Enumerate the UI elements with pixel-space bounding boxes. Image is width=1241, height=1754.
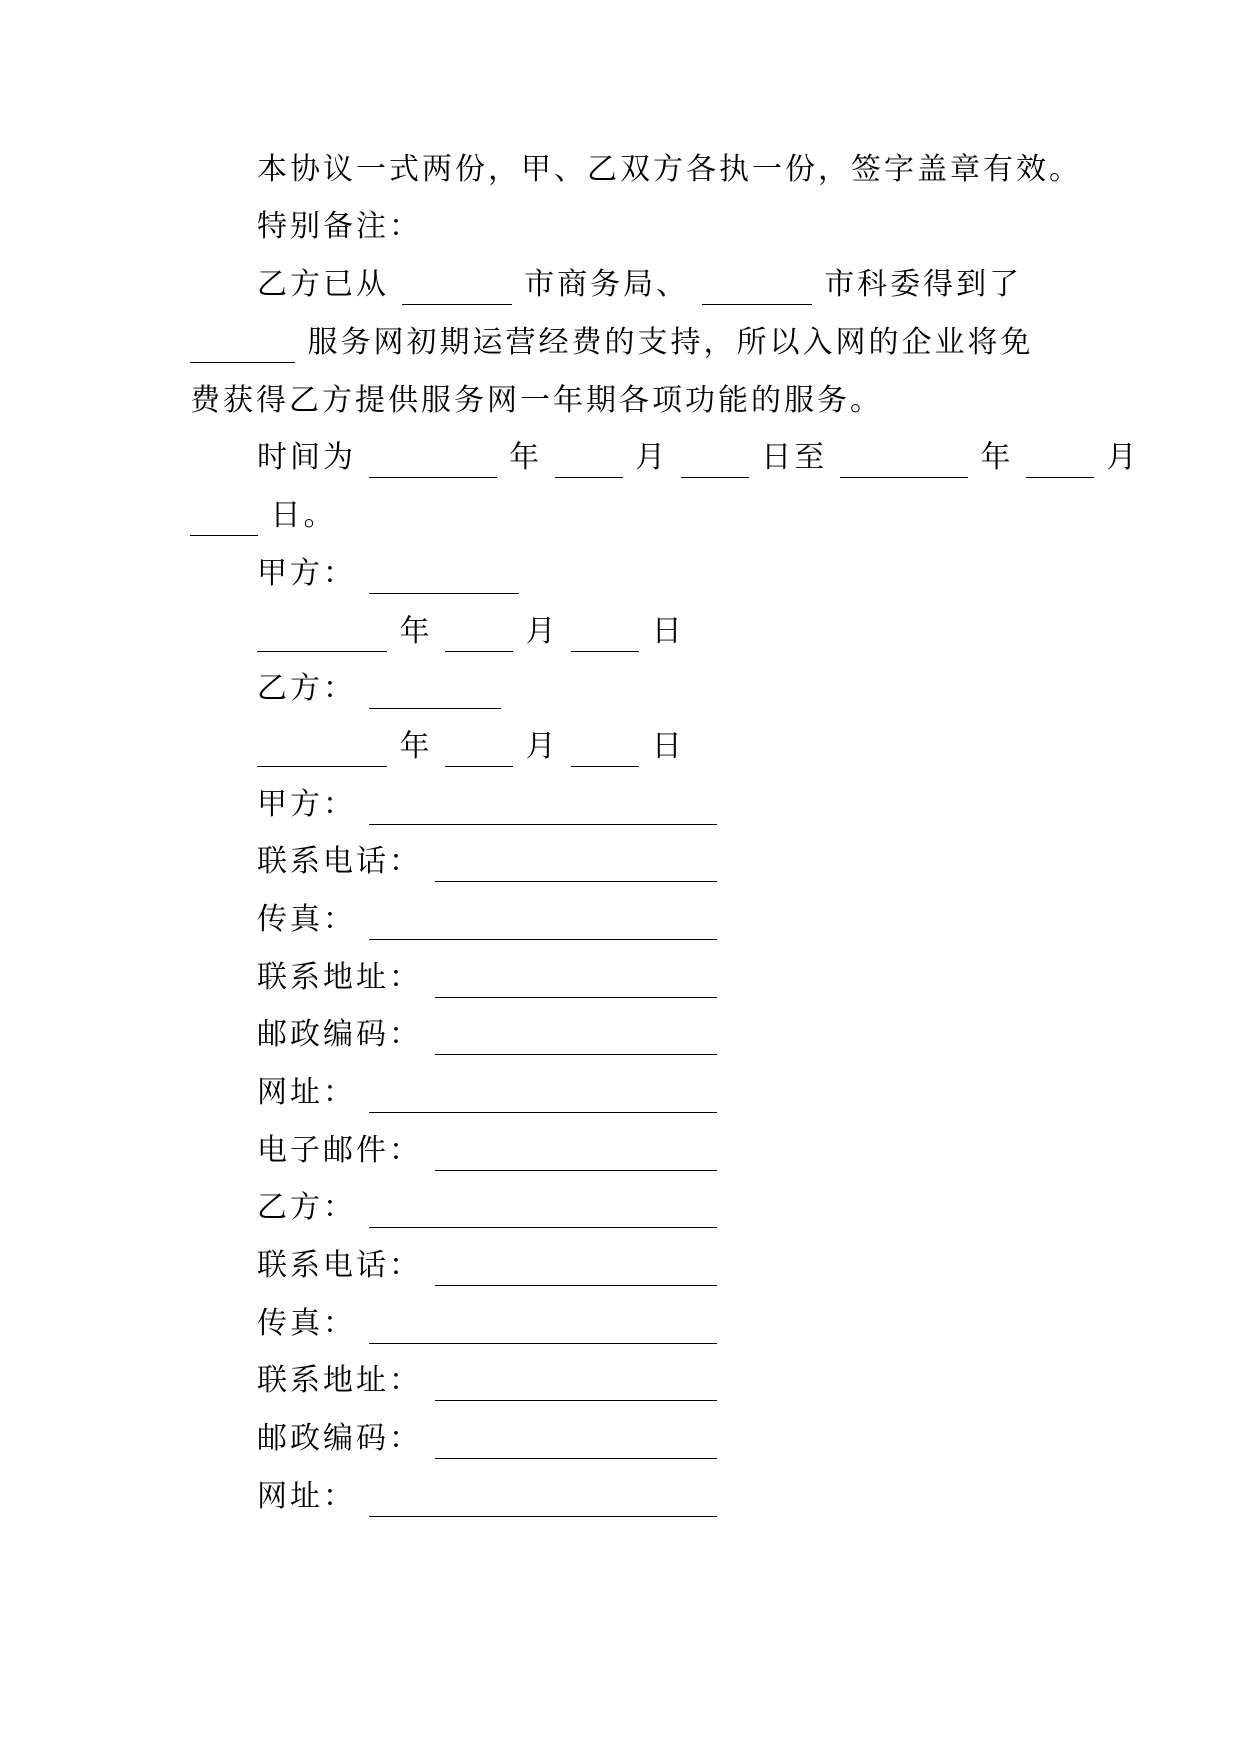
signature-date-a [257, 612, 685, 652]
blank-contact-b-website[interactable] [369, 1486, 717, 1517]
label-party-a: 甲方： [257, 787, 356, 822]
blank-start-month[interactable] [555, 447, 623, 478]
contact-a-phone [257, 842, 717, 882]
text-special-note: 特别备注： [257, 209, 422, 244]
label-address: 联系地址： [257, 960, 422, 995]
contact-b-website [257, 1477, 717, 1517]
paragraph-time-line1 [257, 438, 1139, 478]
blank-party-a-signature[interactable] [369, 563, 519, 594]
blank-contact-b-name[interactable] [369, 1197, 717, 1228]
signature-date-b [257, 727, 685, 767]
text-day-to: 日至 [761, 440, 828, 475]
text-day: 日 [651, 729, 685, 764]
text-year: 年 [399, 729, 433, 764]
blank-city-2[interactable] [702, 274, 812, 305]
label-party-a: 甲方： [257, 556, 356, 591]
blank-date-a-year[interactable] [257, 621, 387, 652]
text-science-committee: 市科委得到了 [824, 267, 1023, 302]
signature-party-a [257, 554, 519, 594]
label-postcode: 邮政编码： [257, 1017, 422, 1052]
label-email: 电子邮件： [257, 1133, 422, 1168]
blank-contact-a-address[interactable] [435, 967, 717, 998]
text-year: 年 [399, 614, 433, 649]
label-phone: 联系电话： [257, 844, 422, 879]
blank-start-year[interactable] [369, 447, 497, 478]
blank-contact-a-email[interactable] [435, 1140, 717, 1171]
blank-party-b-signature[interactable] [369, 678, 501, 709]
blank-contact-a-name[interactable] [369, 794, 717, 825]
blank-date-a-day[interactable] [571, 621, 639, 652]
contact-a-fax [257, 900, 717, 940]
blank-contact-a-phone[interactable] [435, 851, 717, 882]
label-party-b: 乙方： [257, 1190, 356, 1225]
contact-b-name [257, 1188, 717, 1228]
paragraph-funding-line1 [257, 265, 1022, 305]
contact-a-email [257, 1131, 717, 1171]
text-month: 月 [635, 440, 669, 475]
paragraph-copies [257, 150, 1082, 190]
contact-a-name [257, 785, 717, 825]
label-website: 网址： [257, 1479, 356, 1514]
label-party-b: 乙方： [257, 671, 356, 706]
text-year: 年 [509, 440, 543, 475]
text-free-service: 费获得乙方提供服务网一年期各项功能的服务。 [190, 383, 883, 418]
label-fax: 传真： [257, 902, 356, 937]
contact-b-postcode [257, 1419, 717, 1459]
label-website: 网址： [257, 1075, 356, 1110]
text-day: 日 [651, 614, 685, 649]
text-time-prefix: 时间为 [257, 440, 356, 475]
blank-date-a-month[interactable] [445, 621, 513, 652]
paragraph-time-line2 [190, 496, 337, 536]
text-month: 月 [525, 614, 559, 649]
contact-a-website [257, 1073, 717, 1113]
blank-start-day[interactable] [681, 447, 749, 478]
label-fax: 传真： [257, 1306, 356, 1341]
text-commerce-bureau: 市商务局、 [524, 267, 690, 302]
label-postcode: 邮政编码： [257, 1421, 422, 1456]
signature-party-b [257, 669, 501, 709]
paragraph-funding-line2 [190, 323, 1034, 363]
blank-contact-b-postcode[interactable] [435, 1428, 717, 1459]
blank-contact-b-fax[interactable] [369, 1313, 717, 1344]
blank-date-b-day[interactable] [571, 736, 639, 767]
blank-end-year[interactable] [840, 447, 968, 478]
blank-contact-a-postcode[interactable] [435, 1024, 717, 1055]
blank-city-1[interactable] [402, 274, 512, 305]
text-copies: 本协议一式两份，甲、乙双方各执一份，签字盖章有效。 [257, 152, 1082, 187]
text-funding-support: 服务网初期运营经费的支持，所以入网的企业将免 [307, 325, 1034, 360]
blank-date-b-month[interactable] [445, 736, 513, 767]
contact-b-address [257, 1361, 717, 1401]
blank-date-b-year[interactable] [257, 736, 387, 767]
text-year: 年 [980, 440, 1014, 475]
blank-service-name[interactable] [190, 332, 295, 363]
paragraph-special-note-heading [257, 207, 422, 247]
paragraph-funding-line3 [190, 381, 883, 421]
contact-a-address [257, 958, 717, 998]
blank-contact-b-phone[interactable] [435, 1255, 717, 1286]
text-day-end: 日。 [270, 498, 337, 533]
contact-b-fax [257, 1304, 717, 1344]
blank-contact-b-address[interactable] [435, 1370, 717, 1401]
text-month: 月 [525, 729, 559, 764]
text-month: 月 [1106, 440, 1140, 475]
contact-b-phone [257, 1246, 717, 1286]
label-phone: 联系电话： [257, 1248, 422, 1283]
contact-a-postcode [257, 1015, 717, 1055]
label-address: 联系地址： [257, 1363, 422, 1398]
blank-end-day[interactable] [190, 505, 258, 536]
text-from: 乙方已从 [257, 267, 389, 302]
blank-contact-a-fax[interactable] [369, 909, 717, 940]
blank-contact-a-website[interactable] [369, 1082, 717, 1113]
blank-end-month[interactable] [1026, 447, 1094, 478]
